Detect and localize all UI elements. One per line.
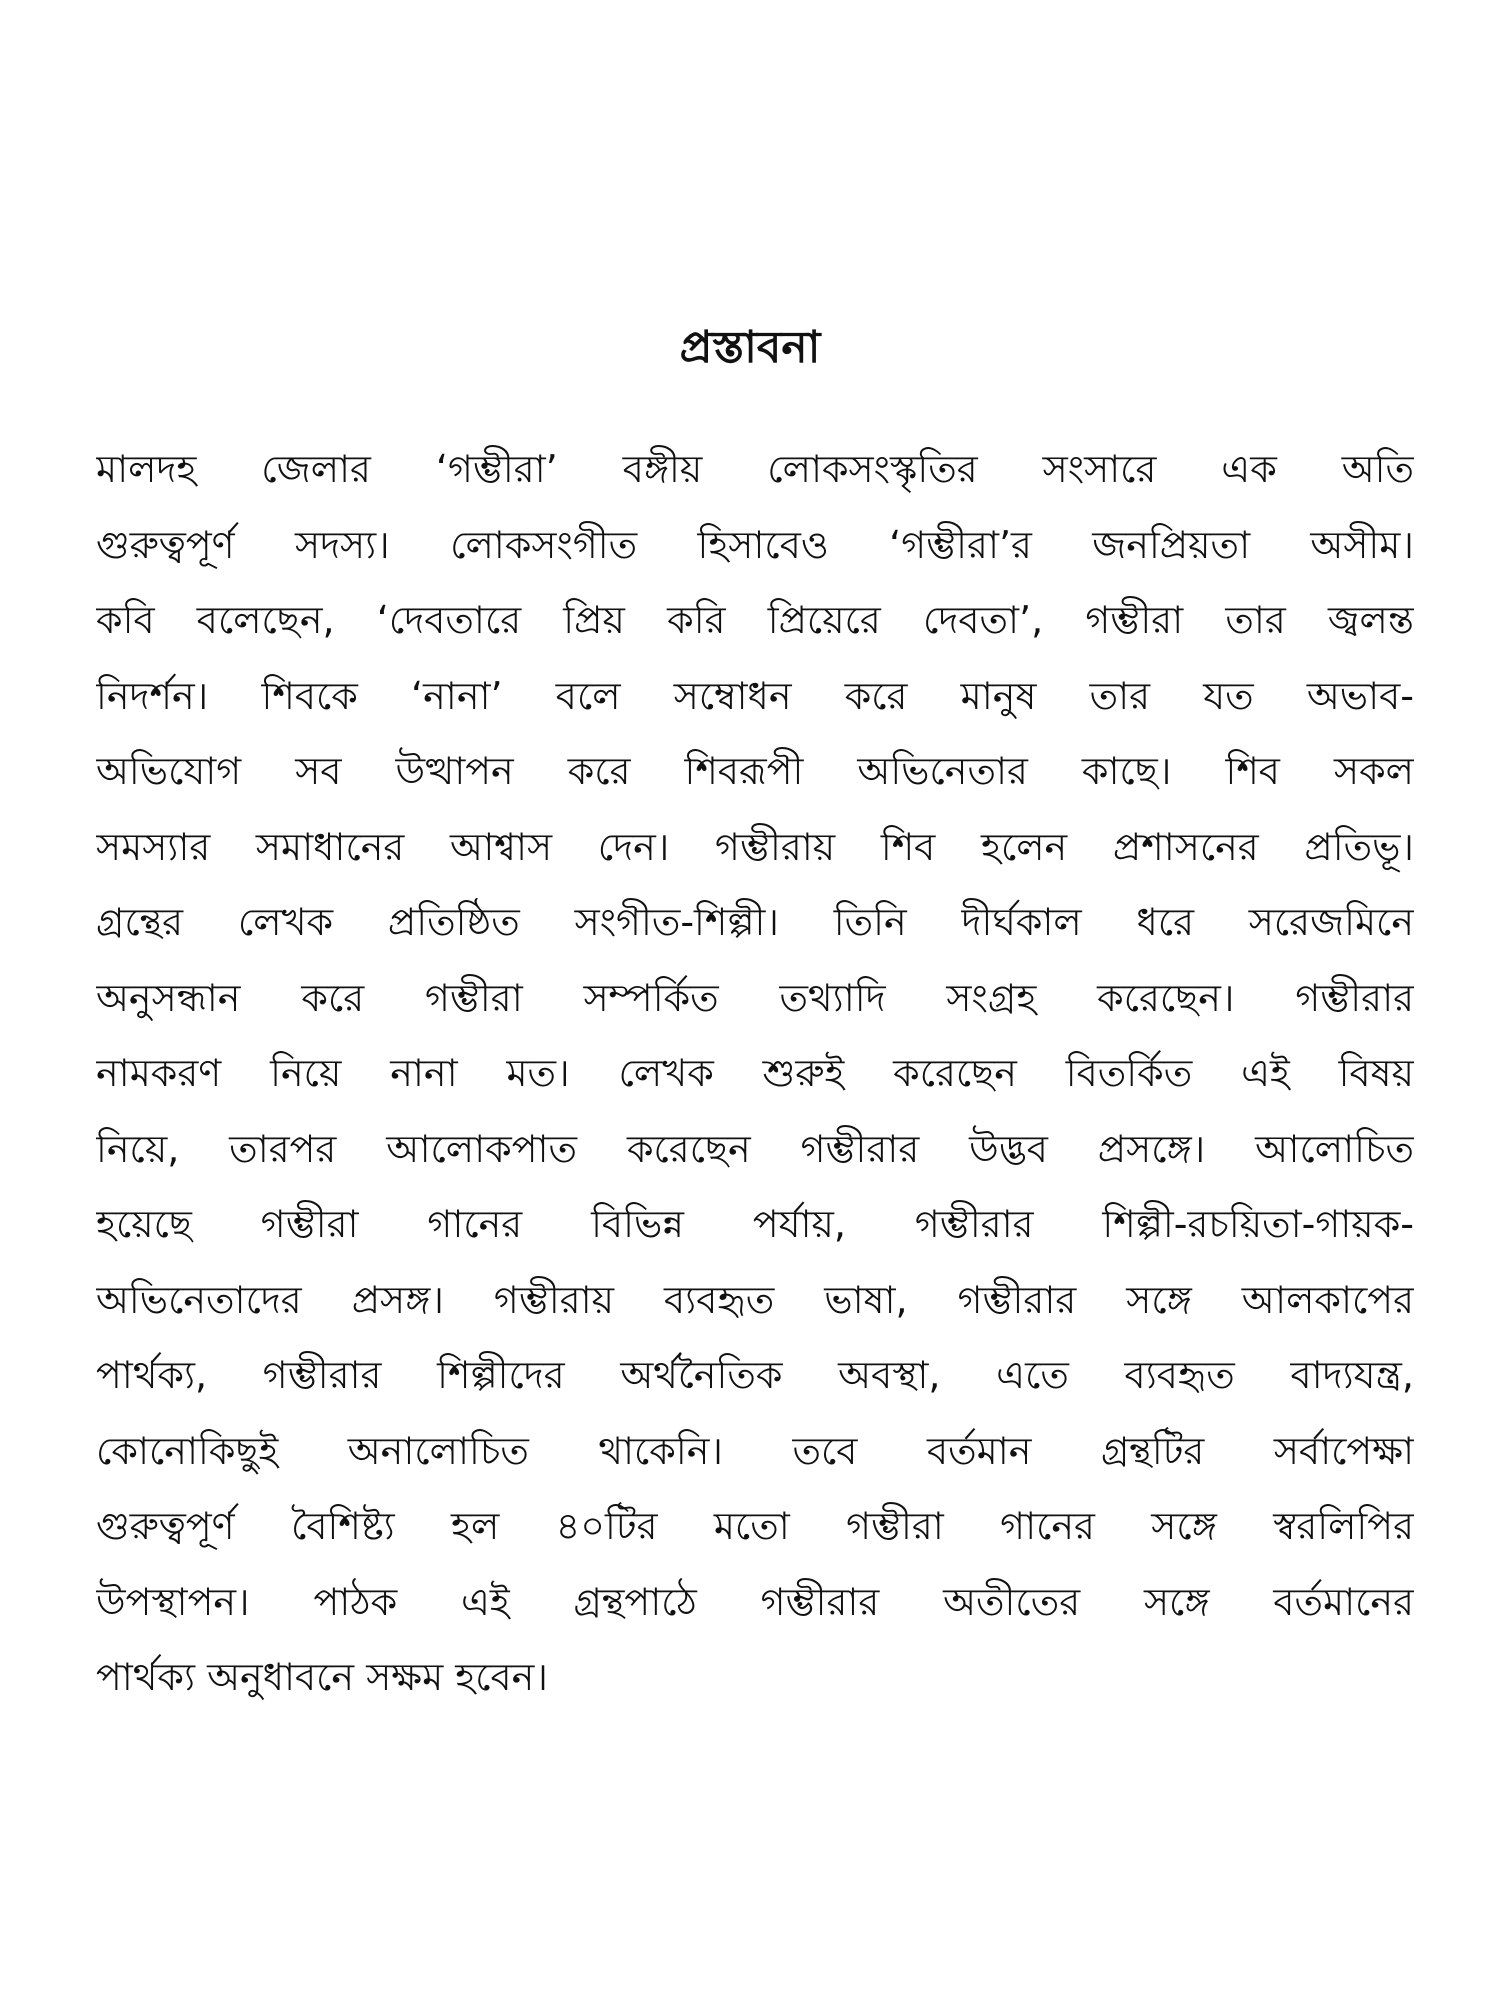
text-line: মালদহ জেলার ‘গম্ভীরা’ বঙ্গীয় লোকসংস্কৃতির সংসারে এক অতি [96, 447, 1414, 491]
text-line: হয়েছে গম্ভীরা গানের বিভিন্ন পর্যায়, গম্ভীরার শিল্পী-রচয়িতা-গায়ক- [96, 1202, 1414, 1246]
text-line: অভিনেতাদের প্রসঙ্গ। গম্ভীরায় ব্যবহৃত ভাষা, গম্ভীরার সঙ্গে আলকাপের [96, 1277, 1414, 1322]
text-line: অভিযোগ সব উত্থাপন করে শিবরূপী অভিনেতার কাছে। শিব সকল [96, 749, 1414, 793]
text-line: সমস্যার সমাধানের আশ্বাস দেন। গম্ভীরায় শিব হলেন প্রশাসনের প্রতিভূ। [96, 824, 1414, 869]
text-line: গুরুত্বপূর্ণ সদস্য। লোকসংগীত হিসাবেও ‘গম্ভীরা’র জনপ্রিয়তা অসীম। [96, 522, 1414, 567]
text-line: নিদর্শন। শিবকে ‘নানা’ বলে সম্বোধন করে মানুষ তার যত অভাব- [96, 673, 1414, 718]
text-line: পার্থক্য, গম্ভীরার শিল্পীদের অর্থনৈতিক অবস্থা, এতে ব্যবহৃত বাদ্যযন্ত্র, [96, 1353, 1414, 1397]
page-title: প্রস্তাবনা [679, 322, 821, 373]
text-line: গ্রন্থের লেখক প্রতিষ্ঠিত সংগীত-শিল্পী। তিনি দীর্ঘকাল ধরে সরেজমিনে [96, 900, 1414, 944]
paragraph [96, 432, 1414, 1716]
text-line: নিয়ে, তারপর আলোকপাত করেছেন গম্ভীরার উদ্ভব প্রসঙ্গে। আলোচিত [96, 1126, 1414, 1171]
text-line: উপস্থাপন। পাঠক এই গ্রন্থপাঠে গম্ভীরার অতীতের সঙ্গে বর্তমানের [96, 1579, 1414, 1624]
text-line: কবি বলেছেন, ‘দেবতারে প্রিয় করি প্রিয়েরে দেবতা’, গম্ভীরা তার জ্বলন্ত [96, 598, 1414, 642]
text-line: কোনোকিছুই অনালোচিত থাকেনি। তবে বর্তমান গ্রন্থটির সর্বাপেক্ষা [96, 1428, 1414, 1473]
text-line: পার্থক্য অনুধাবনে সক্ষম হবেন। [96, 1655, 548, 1699]
text-line: অনুসন্ধান করে গম্ভীরা সম্পর্কিত তথ্যাদি সংগ্রহ করেছেন। গম্ভীরার [96, 975, 1414, 1020]
text-line: নামকরণ নিয়ে নানা মত। লেখক শুরুই করেছেন বিতর্কিত এই বিষয় [96, 1051, 1414, 1095]
text-line: গুরুত্বপূর্ণ বৈশিষ্ট্য হল ৪০টির মতো গম্ভীরা গানের সঙ্গে স্বরলিপির [96, 1504, 1414, 1548]
